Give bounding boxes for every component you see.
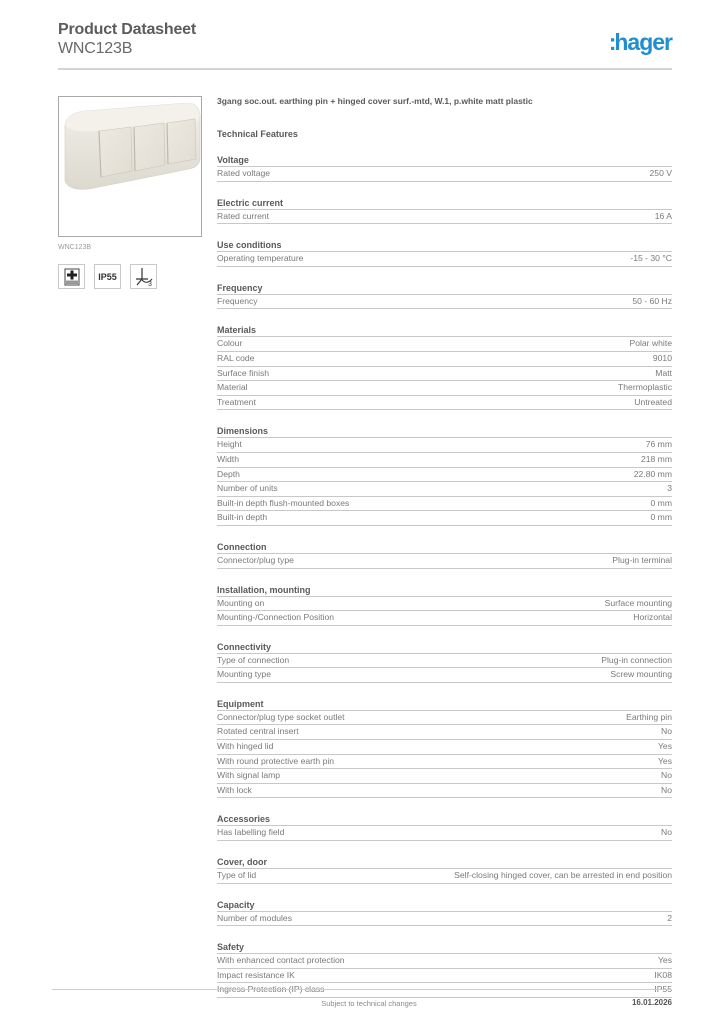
footer-date: 16.01.2026 [631,998,672,1007]
spec-label: With enhanced contact protection [217,955,345,966]
svg-text:3: 3 [147,280,152,287]
spec-row [217,381,672,396]
hager-logo [609,30,672,54]
spec-row [217,725,672,740]
spec-row [217,396,672,411]
spec-value: Plug-in terminal [612,554,672,565]
spec-label: Mounting on [217,597,265,608]
spec-value [654,983,672,997]
spec-row [217,497,672,512]
spec-label: Mounting-/Connection Position [217,612,335,623]
spec-value: 50 - 60 Hz [632,295,672,306]
spec-label: With round protective earth pin [217,755,335,766]
section-connection [217,541,672,569]
spec-value: Plug-in connection [601,654,672,665]
spec-row [217,554,672,569]
section-use-conditions [217,239,672,267]
section-title: Installation, mounting [217,584,672,597]
spec-label: Rated voltage [217,168,271,178]
spec-row [217,740,672,755]
section-title: Capacity [217,899,672,912]
spec-label: With hinged lid [217,741,274,752]
section-equipment [217,698,672,799]
spec-row [217,668,672,683]
spec-label: Rated current [217,210,270,221]
section-dimensions [217,425,672,526]
spec-label: Colour [217,338,243,349]
spec-row [217,755,672,770]
spec-label: Built-in depth [217,512,268,523]
spec-value: 9010 [652,352,672,363]
spec-row [217,367,672,382]
spec-value: Screw mounting [610,669,672,680]
spec-row [217,468,672,483]
section-title: Use conditions [217,239,672,252]
section-title: Safety [217,941,672,954]
spec-row [217,453,672,468]
section-title: Materials [217,324,672,337]
spec-label: With signal lamp [217,770,281,781]
spec-row [217,337,672,352]
section-title: Dimensions [217,425,672,438]
spec-label: Built-in depth flush-mounted boxes [217,497,350,508]
spec-label: Connector/plug type socket outlet [217,711,345,722]
certification-badges [58,264,157,289]
spec-label: Width [217,453,239,464]
page-header [58,20,672,58]
section-accessories [217,813,672,841]
socket-outlet-illustration [59,97,202,237]
spec-label: Operating temperature [217,253,304,264]
ip-rating-label: IP55 [98,271,117,282]
spec-label: Impact resistance IK [217,969,295,980]
section-electric-current [217,197,672,225]
spec-value: 0 mm [650,497,672,508]
spec-value: Earthing pin [626,711,672,722]
spec-row [217,295,672,310]
product-image [58,96,202,237]
product-sku: WNC123B [58,40,133,57]
section-title: Equipment [217,698,672,711]
document-title: Product Datasheet [58,21,196,38]
spec-value: No [661,770,672,781]
spec-label: Type of connection [217,654,290,665]
logo-text: hager [614,29,672,55]
spec-row [217,352,672,367]
spec-row [217,654,672,669]
section-title: Accessories [217,813,672,826]
spec-value: 2 [667,912,672,923]
earthing-plus-icon [58,264,85,289]
spec-label: Mounting type [217,669,271,680]
spec-value: Polar white [629,338,672,349]
spec-value: Matt [655,367,672,378]
spec-label: Type of lid [217,870,257,881]
logo-colon: : [608,29,615,55]
spec-value: Yes [657,741,672,752]
spec-row [217,711,672,726]
spec-row [217,769,672,784]
spec-row [217,482,672,497]
section-title: Cover, door [217,856,672,869]
section-capacity [217,899,672,927]
spec-row [217,869,672,884]
section-voltage [217,154,672,182]
spec-row [217,969,672,984]
spec-label: Number of modules [217,912,292,923]
spec-label: Material [217,382,248,393]
spec-row [217,912,672,927]
feature-sections [217,154,672,998]
spec-value: No [661,726,672,737]
section-title: Electric current [217,197,672,210]
spec-value: 22.80 mm [633,468,672,479]
product-description: 3gang soc.out. earthing pin + hinged cover surf.-mtd, W.1, p.white matt plastic [217,96,533,106]
spec-row [217,983,672,998]
spec-label: Connector/plug type [217,554,294,565]
spec-value: -15 - 30 °C [630,253,672,264]
spec-value: Yes [657,755,672,766]
spec-row [217,954,672,969]
spec-label: Height [217,439,242,450]
section-title: Frequency [217,282,672,295]
section-frequency [217,282,672,310]
spec-value: Untreated [634,396,672,407]
torque-angle-icon [130,264,157,289]
spec-row [217,252,672,267]
section-connectivity [217,641,672,683]
footer-note: Subject to technical changes [321,999,417,1008]
spec-value: No [661,784,672,795]
footer-divider [52,989,672,990]
section-materials [217,324,672,410]
spec-row [217,784,672,799]
spec-row [217,597,672,612]
spec-value: 0 mm [650,512,672,523]
spec-row [217,611,672,626]
spec-label: Depth [217,468,240,479]
spec-value: 16 A [654,210,672,221]
technical-features-heading: Technical Features [217,129,298,139]
section-installation-mounting [217,584,672,626]
spec-value: No [661,827,672,838]
spec-row [217,167,672,182]
spec-row [217,438,672,453]
datasheet-content [217,94,672,998]
product-image-caption: WNC123B [58,244,92,251]
spec-value: 218 mm [640,453,672,464]
spec-label: With lock [217,784,252,795]
spec-label: Frequency [217,295,258,306]
header-divider [58,68,672,70]
spec-label: Has labelling field [217,827,285,838]
spec-row [217,511,672,526]
spec-value: Thermoplastic [618,382,672,393]
spec-value: 3 [667,483,672,494]
spec-row [217,210,672,225]
section-title: Voltage [217,154,672,167]
spec-label: Treatment [217,396,256,407]
spec-value: 250 V [649,168,672,178]
spec-value: Self-closing hinged cover, can be arrested in end position [454,870,672,881]
spec-label: Rotated central insert [217,726,299,737]
spec-label: RAL code [217,352,255,363]
spec-value: IK08 [654,969,672,980]
spec-label: Surface finish [217,367,270,378]
section-cover-door [217,856,672,884]
spec-value: Surface mounting [604,597,672,608]
spec-label [217,983,324,997]
section-title: Connection [217,541,672,554]
spec-label: Number of units [217,483,278,494]
spec-value: Yes [657,955,672,966]
ip-rating-badge [94,264,121,289]
spec-value: 76 mm [645,439,672,450]
spec-value: Horizontal [633,612,672,623]
spec-row [217,826,672,841]
section-title: Connectivity [217,641,672,654]
